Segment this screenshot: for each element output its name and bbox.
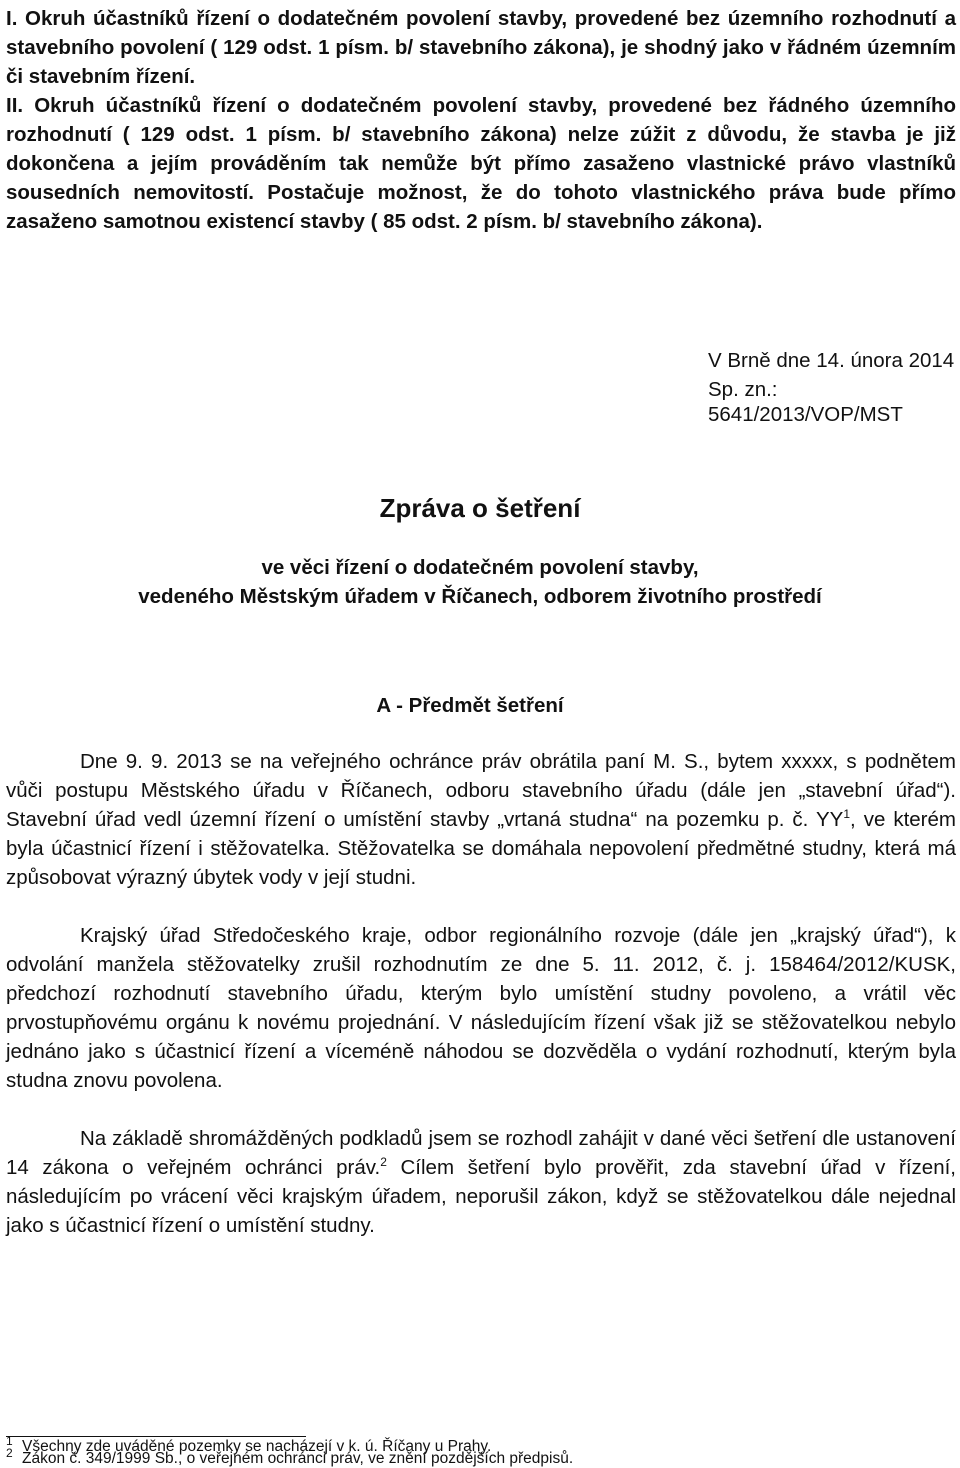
paragraph-3 — [6, 1124, 956, 1240]
footnote-2-text: Zákon č. 349/1999 Sb., o veřejném ochránci práv, ve znění pozdějších předpisů. — [22, 1450, 574, 1467]
paragraph-1 — [6, 747, 956, 892]
footnote-ref-2: 2 — [380, 1155, 387, 1170]
headnote-block — [6, 4, 956, 236]
footnote-1-text: Všechny zde uváděné pozemky se nacházejí v k. ú. Říčany u Prahy. — [22, 1438, 492, 1455]
paragraph-1-text-b: , ve kterém byla účastnicí řízení i stěžovatelka. Stěžovatelka se domáhala nepovolení předmětné studny, která má způsobovat výrazný úbytek vody v její studni. — [6, 808, 956, 889]
report-title: Zpráva o šetření — [379, 493, 581, 523]
headnote-item-1: I. Okruh účastníků řízení o dodatečném povolení stavby, provedené bez územního rozhodnutí a stavebního povolení ( 129 odst. 1 písm. b/ stavebního zákona), je shodný jako v řádném územním či stavebním řízení. — [6, 7, 956, 88]
footnote-divider — [6, 1436, 306, 1437]
footnote-ref-1: 1 — [843, 807, 851, 822]
report-subtitle-line-1: ve věci řízení o dodatečném povolení stavby, — [261, 556, 699, 579]
footnote-1: $^1$ Všechny zde uváděné pozemky se nacházejí v k. ú. Říčany u Prahy. — [6, 1433, 492, 1455]
section-a-title: A - Předmět šetření — [376, 694, 564, 717]
paragraph-3-text-b: Cílem šetření bylo prověřit, zda stavební úřad v řízení, následujícím po vrácení věci krajským úřadem, neporušil zákon, když se stěžovatelkou dále nejednal jako s účastnicí řízení o umístění studny. — [6, 1156, 957, 1237]
section-a-body — [6, 747, 956, 1240]
paragraph-2: Krajský úřad Středočeského kraje, odbor regionálního rozvoje (dále jen „krajský úřad“), k odvolání manžela stěžovatelky zrušil rozhodnutím ze dne 5. 11. 2012, č. j. 158464/2012/KUSK, předchozí rozhodnutí stavebního úřadu, kterým bylo umístění studny povoleno, a vrátil věc prvostupňovému orgánu k novému projednání. V následujícím řízení však již se stěžovatelkou nebylo jednáno jako s účastnicí řízení a víceméně náhodou se dozvěděla o vydání rozhodnutí, kterým byla studna znovu povolena. — [6, 924, 956, 1092]
file-number: Sp. zn.: 5641/2013/VOP/MST — [708, 378, 903, 426]
paragraph-1-text-a: Dne 9. 9. 2013 se na veřejného ochránce práv obrátila paní M. S., bytem xxxxx, s podnětem vůči postupu Městského úřadu v Říčanech, odboru stavebního úřadu (dále jen „stavební úřad“). Stavební úřad vedl územní řízení o umístění stavby „vrtaná studna“ na pozemku p. č. YY — [6, 750, 956, 831]
headnote-item-2: II. Okruh účastníků řízení o dodatečném povolení stavby, provedené bez řádného územního rozhodnutí ( 129 odst. 1 písm. b/ stavebního zákona) nelze zúžit z důvodu, že stavba je již dokončena a jejím prováděním tak nemůže být přímo zasaženo vlastnické právo vlastníků sousedních nemovitostí. Postačuje možnost, že do tohoto vlastnického práva bude přímo zasaženo samotnou existencí stavby ( 85 odst. 2 písm. b/ stavebního zákona). — [6, 94, 956, 233]
report-subtitle-line-2: vedeného Městským úřadem v Říčanech, odborem životního prostředí — [138, 585, 822, 608]
footnote-2: $^2$ Zákon č. 349/1999 Sb., o veřejném ochránci práv, ve znění pozdějších předpisů. — [6, 1445, 574, 1467]
place-date: V Brně dne 14. února 2014 — [708, 349, 955, 372]
paragraph-3-text-a: Na základě shromážděných podkladů jsem se rozhodl zahájit v dané věci šetření dle ustanovení 14 zákona o veřejném ochránci práv. — [6, 1127, 956, 1179]
